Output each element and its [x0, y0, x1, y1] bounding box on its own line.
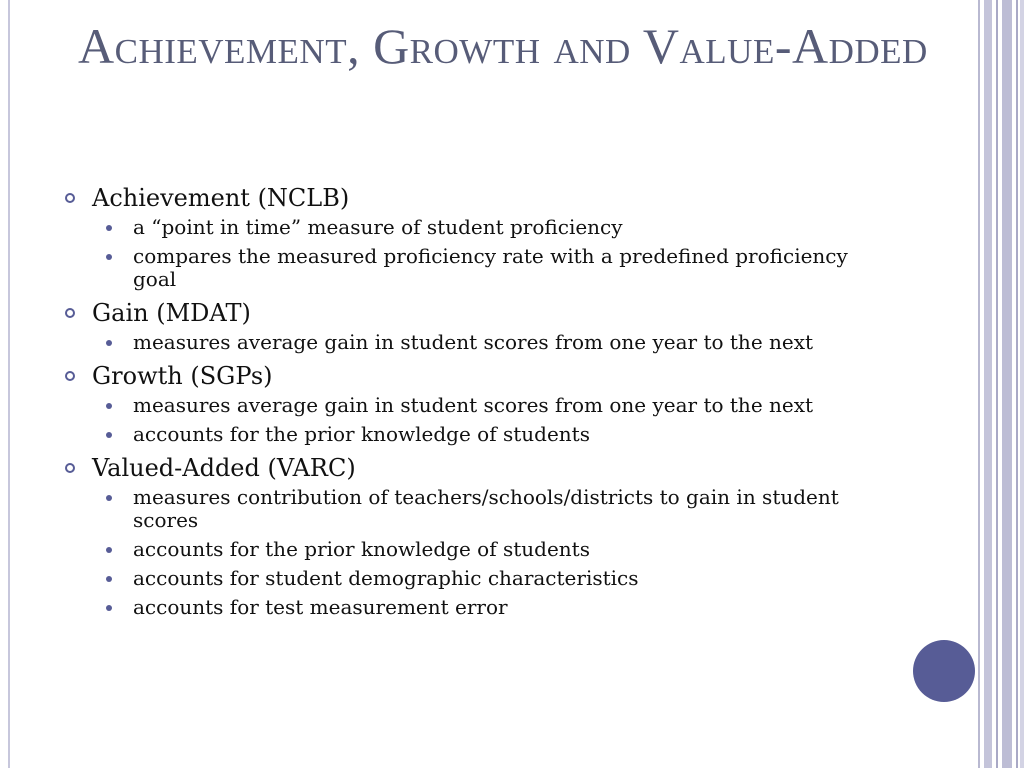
bullet-list — [62, 182, 892, 619]
bullet-item-achievement — [62, 182, 892, 291]
right-decorative-stripes — [978, 0, 1024, 768]
bullet-item-value-added — [62, 452, 892, 619]
stripe — [996, 0, 998, 768]
bullet-text: Growth (SGPs) — [92, 362, 273, 390]
hollow-circle-bullet-icon — [65, 193, 75, 203]
bullet-item-gain — [62, 297, 892, 354]
left-border-line — [8, 0, 10, 768]
filled-dot-bullet-icon — [106, 576, 112, 582]
sub-bullet-text: accounts for test measurement error — [133, 595, 508, 619]
hollow-circle-bullet-icon — [65, 308, 75, 318]
stripe — [978, 0, 980, 768]
sub-bullet-item — [92, 331, 892, 354]
sub-bullet-list — [92, 216, 892, 291]
slide-title: Achievement, Growth and Value-Added — [78, 18, 928, 74]
filled-dot-bullet-icon — [106, 547, 112, 553]
sub-bullet-item — [92, 216, 892, 239]
stripe — [1016, 0, 1018, 768]
sub-bullet-item — [92, 423, 892, 446]
filled-dot-bullet-icon — [106, 495, 112, 501]
sub-bullet-text: accounts for student demographic characteristics — [133, 566, 639, 590]
sub-bullet-list — [92, 331, 892, 354]
filled-dot-bullet-icon — [106, 225, 112, 231]
sub-bullet-text: accounts for the prior knowledge of students — [133, 422, 590, 446]
sub-bullet-item — [92, 486, 892, 532]
accent-circle-decoration — [913, 640, 975, 702]
stripe — [1002, 0, 1012, 768]
stripe — [1020, 0, 1024, 768]
sub-bullet-item — [92, 596, 892, 619]
sub-bullet-text: compares the measured proficiency rate with a predefined proficiency goal — [133, 244, 848, 291]
stripe — [984, 0, 992, 768]
sub-bullet-text: measures contribution of teachers/schools/districts to gain in student scores — [133, 485, 839, 532]
hollow-circle-bullet-icon — [65, 371, 75, 381]
sub-bullet-text: accounts for the prior knowledge of students — [133, 537, 590, 561]
filled-dot-bullet-icon — [106, 254, 112, 260]
sub-bullet-list — [92, 486, 892, 619]
sub-bullet-item — [92, 538, 892, 561]
filled-dot-bullet-icon — [106, 403, 112, 409]
bullet-item-growth — [62, 360, 892, 446]
bullet-text: Valued-Added (VARC) — [92, 454, 356, 482]
slide-content — [62, 182, 892, 625]
filled-dot-bullet-icon — [106, 340, 112, 346]
sub-bullet-list — [92, 394, 892, 446]
bullet-text: Gain (MDAT) — [92, 299, 251, 327]
sub-bullet-text: measures average gain in student scores from one year to the next — [133, 330, 814, 354]
sub-bullet-text: measures average gain in student scores from one year to the next — [133, 393, 814, 417]
filled-dot-bullet-icon — [106, 605, 112, 611]
hollow-circle-bullet-icon — [65, 463, 75, 473]
sub-bullet-item — [92, 567, 892, 590]
sub-bullet-item — [92, 245, 892, 291]
sub-bullet-item — [92, 394, 892, 417]
sub-bullet-text: a “point in time” measure of student proficiency — [133, 215, 623, 239]
filled-dot-bullet-icon — [106, 432, 112, 438]
bullet-text: Achievement (NCLB) — [92, 184, 350, 212]
